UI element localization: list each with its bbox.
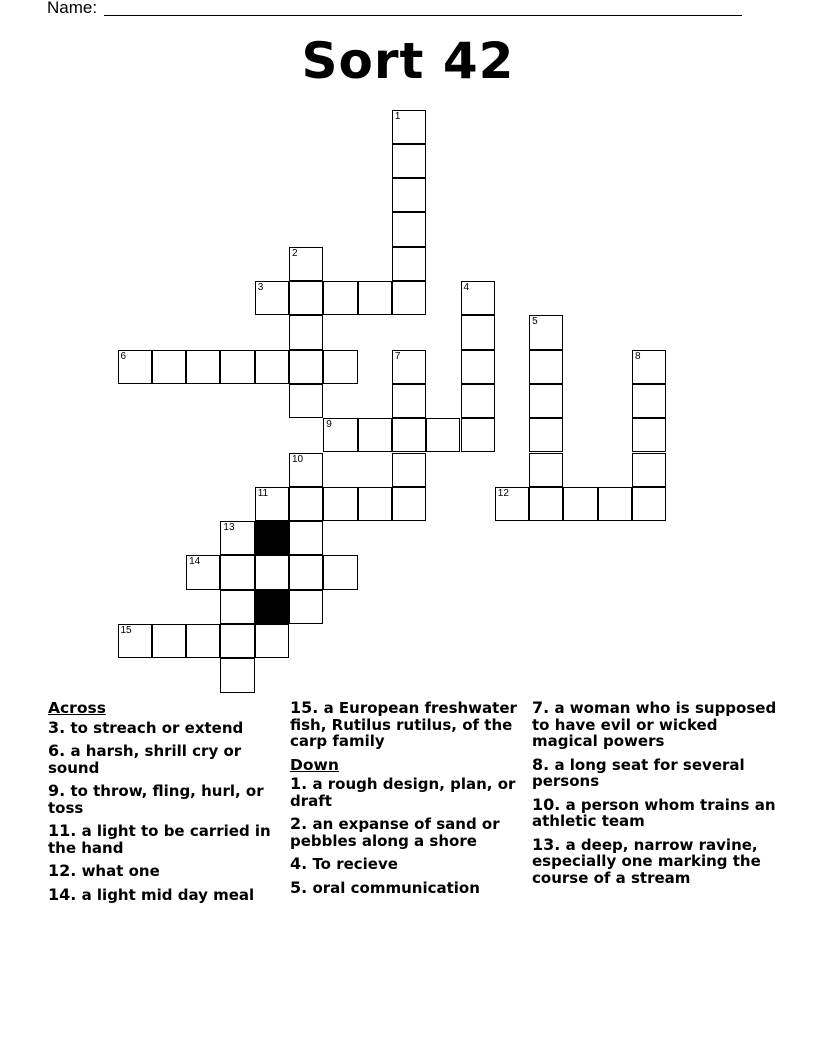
grid-cell[interactable]: [289, 453, 323, 487]
clue-number-label: 2.: [290, 814, 308, 833]
grid-cell[interactable]: [358, 418, 392, 452]
grid-cell[interactable]: [289, 350, 323, 384]
clue-number: 6: [120, 350, 127, 362]
grid-cell[interactable]: [255, 281, 289, 315]
clue-number-label: 14.: [48, 884, 77, 904]
clue: [290, 856, 528, 873]
grid-cell[interactable]: [392, 212, 426, 246]
clue: [48, 743, 286, 776]
clue-number-label: 6.: [48, 741, 66, 760]
clue-text: a woman who is supposed to have evil or wicked magical powers: [532, 699, 777, 750]
grid-cell[interactable]: [529, 418, 563, 452]
grid-cell[interactable]: [289, 384, 323, 418]
clue-text: what one: [76, 862, 160, 880]
grid-cell[interactable]: [392, 247, 426, 281]
grid-cell[interactable]: [461, 281, 495, 315]
grid-cell[interactable]: [461, 315, 495, 349]
clue-number: 14: [189, 556, 201, 568]
clue-number: 4: [463, 282, 470, 293]
clue-text: a deep, narrow ravine, especially one marking the course of a stream: [532, 835, 761, 887]
grid-cell[interactable]: [563, 487, 597, 521]
across-clue-list: [48, 717, 286, 904]
clue-text: a European freshwater fish, Rutilus rutilus, of the carp family: [290, 699, 517, 750]
grid-cell[interactable]: [529, 384, 563, 418]
across-heading: Across: [48, 699, 106, 717]
grid-cell[interactable]: [632, 487, 666, 521]
clue: [532, 754, 777, 790]
clue-text: to throw, fling, hurl, or toss: [48, 782, 264, 817]
grid-cell[interactable]: [220, 624, 254, 658]
grid-cell[interactable]: [392, 384, 426, 418]
clue-number: 5: [532, 316, 538, 328]
clue-number-label: 3.: [48, 717, 66, 737]
clue-number-label: 5.: [290, 877, 308, 897]
clue-number-label: 7.: [532, 698, 550, 717]
clue-number: 9: [326, 419, 332, 431]
clue-text: a light to be carried in the hand: [48, 822, 271, 857]
clue-number: 3: [257, 282, 264, 293]
clue-number: 13: [223, 522, 235, 534]
clue: [290, 700, 528, 750]
grid-cell[interactable]: [358, 281, 392, 315]
clue-number: 2: [292, 247, 298, 259]
clue-text: a person whom trains an athletic team: [532, 795, 776, 830]
clue: [290, 776, 528, 809]
grid-cell[interactable]: [323, 487, 357, 521]
clue-text: an expanse of sand or pebbles along a shore: [290, 815, 500, 850]
clue-text: to streach or extend: [65, 718, 244, 737]
clue-number-label: 1.: [290, 774, 308, 793]
grid-cell[interactable]: [461, 384, 495, 418]
down-clue-list: [290, 776, 528, 896]
grid-cell[interactable]: [255, 487, 289, 521]
clue: [48, 823, 286, 856]
grid-cell[interactable]: [461, 350, 495, 384]
grid-cell[interactable]: [220, 350, 254, 384]
grid-cell[interactable]: [392, 350, 426, 384]
down-heading: Down: [290, 755, 339, 774]
grid-cell[interactable]: [392, 418, 426, 452]
down-clue-list-continued: [532, 700, 777, 886]
grid-cell[interactable]: [323, 281, 357, 315]
clue-number-label: 4.: [290, 854, 308, 873]
grid-cell[interactable]: [392, 178, 426, 212]
grid-cell[interactable]: [118, 624, 152, 658]
clue-number: 7: [394, 350, 401, 362]
grid-cell[interactable]: [186, 350, 220, 384]
grid-cell[interactable]: [289, 555, 323, 589]
grid-cell[interactable]: [358, 487, 392, 521]
clue: [48, 884, 286, 904]
clue-number-label: 10.: [532, 794, 561, 814]
clue-text: oral communication: [307, 878, 480, 897]
clue: [48, 783, 286, 816]
clue-number-label: 13.: [532, 834, 561, 854]
grid-cell[interactable]: [255, 555, 289, 589]
grid-cell[interactable]: [289, 487, 323, 521]
grid-cell[interactable]: [220, 555, 254, 589]
name-label: Name:: [47, 0, 98, 17]
clue-text: To recieve: [307, 855, 398, 873]
grid-cell[interactable]: [118, 350, 152, 384]
clue-number: 8: [635, 350, 641, 362]
grid-cell[interactable]: [152, 350, 186, 384]
grid-cell[interactable]: [632, 453, 666, 487]
clue: [48, 717, 286, 737]
grid-cell[interactable]: [323, 350, 357, 384]
clue-text: a harsh, shrill cry or sound: [48, 742, 242, 777]
grid-cell[interactable]: [255, 350, 289, 384]
clue-number: 12: [497, 487, 509, 499]
clue: [532, 700, 777, 750]
grid-cell[interactable]: [289, 315, 323, 349]
grid-cell[interactable]: [392, 110, 426, 144]
clue-number-label: 8.: [532, 754, 550, 774]
grid-cell[interactable]: [529, 453, 563, 487]
grid-cell[interactable]: [289, 247, 323, 281]
clue-text: a light mid day meal: [76, 885, 255, 904]
grid-cell[interactable]: [220, 521, 254, 555]
clue: [290, 816, 528, 849]
grid-cell[interactable]: [392, 281, 426, 315]
clue-number: 11: [257, 487, 269, 499]
grid-cell[interactable]: [186, 555, 220, 589]
grid-cell[interactable]: [426, 418, 460, 452]
clue: [532, 834, 777, 887]
grid-cell[interactable]: [529, 487, 563, 521]
clue: [532, 794, 777, 830]
clue-number: 1: [394, 110, 401, 122]
grid-cell[interactable]: [392, 453, 426, 487]
grid-cell[interactable]: [529, 315, 563, 349]
grid-cell[interactable]: [392, 144, 426, 178]
grid-cell[interactable]: [461, 418, 495, 452]
clue-number-label: 15.: [290, 698, 319, 717]
clue-number-label: 11.: [48, 821, 77, 840]
grid-cell[interactable]: [220, 658, 254, 692]
grid-cell[interactable]: [392, 487, 426, 521]
grid-cell[interactable]: [220, 590, 254, 624]
grid-cell[interactable]: [289, 521, 323, 555]
clue-column-1: [48, 700, 286, 910]
clue-text: a rough design, plan, or draft: [290, 775, 516, 810]
grid-cell[interactable]: [323, 418, 357, 452]
grid-cell[interactable]: [152, 624, 186, 658]
clue-text: a long seat for several persons: [532, 755, 745, 790]
clue-number-label: 9.: [48, 781, 66, 800]
grid-cell[interactable]: [632, 350, 666, 384]
grid-cell[interactable]: [632, 384, 666, 418]
clue: [290, 877, 528, 897]
clue-column-3: [532, 700, 777, 893]
grid-cell[interactable]: [529, 350, 563, 384]
grid-cell[interactable]: [632, 418, 666, 452]
grid-cell[interactable]: [186, 624, 220, 658]
grid-cell[interactable]: [323, 555, 357, 589]
grid-cell[interactable]: [289, 281, 323, 315]
grid-cell[interactable]: [598, 487, 632, 521]
clue-number: 15: [120, 625, 132, 636]
clue-number-label: 12.: [48, 861, 77, 880]
clue-number: 10: [292, 453, 304, 465]
grid-cell[interactable]: [289, 590, 323, 624]
black-square: [255, 590, 289, 624]
black-square: [255, 521, 289, 555]
grid-cell[interactable]: [255, 624, 289, 658]
clue-column-2: [290, 700, 528, 903]
puzzle-title: Sort 42: [301, 32, 515, 90]
grid-cell[interactable]: [495, 487, 529, 521]
across-clue-list-continued: [290, 700, 528, 750]
clue: [48, 863, 286, 880]
